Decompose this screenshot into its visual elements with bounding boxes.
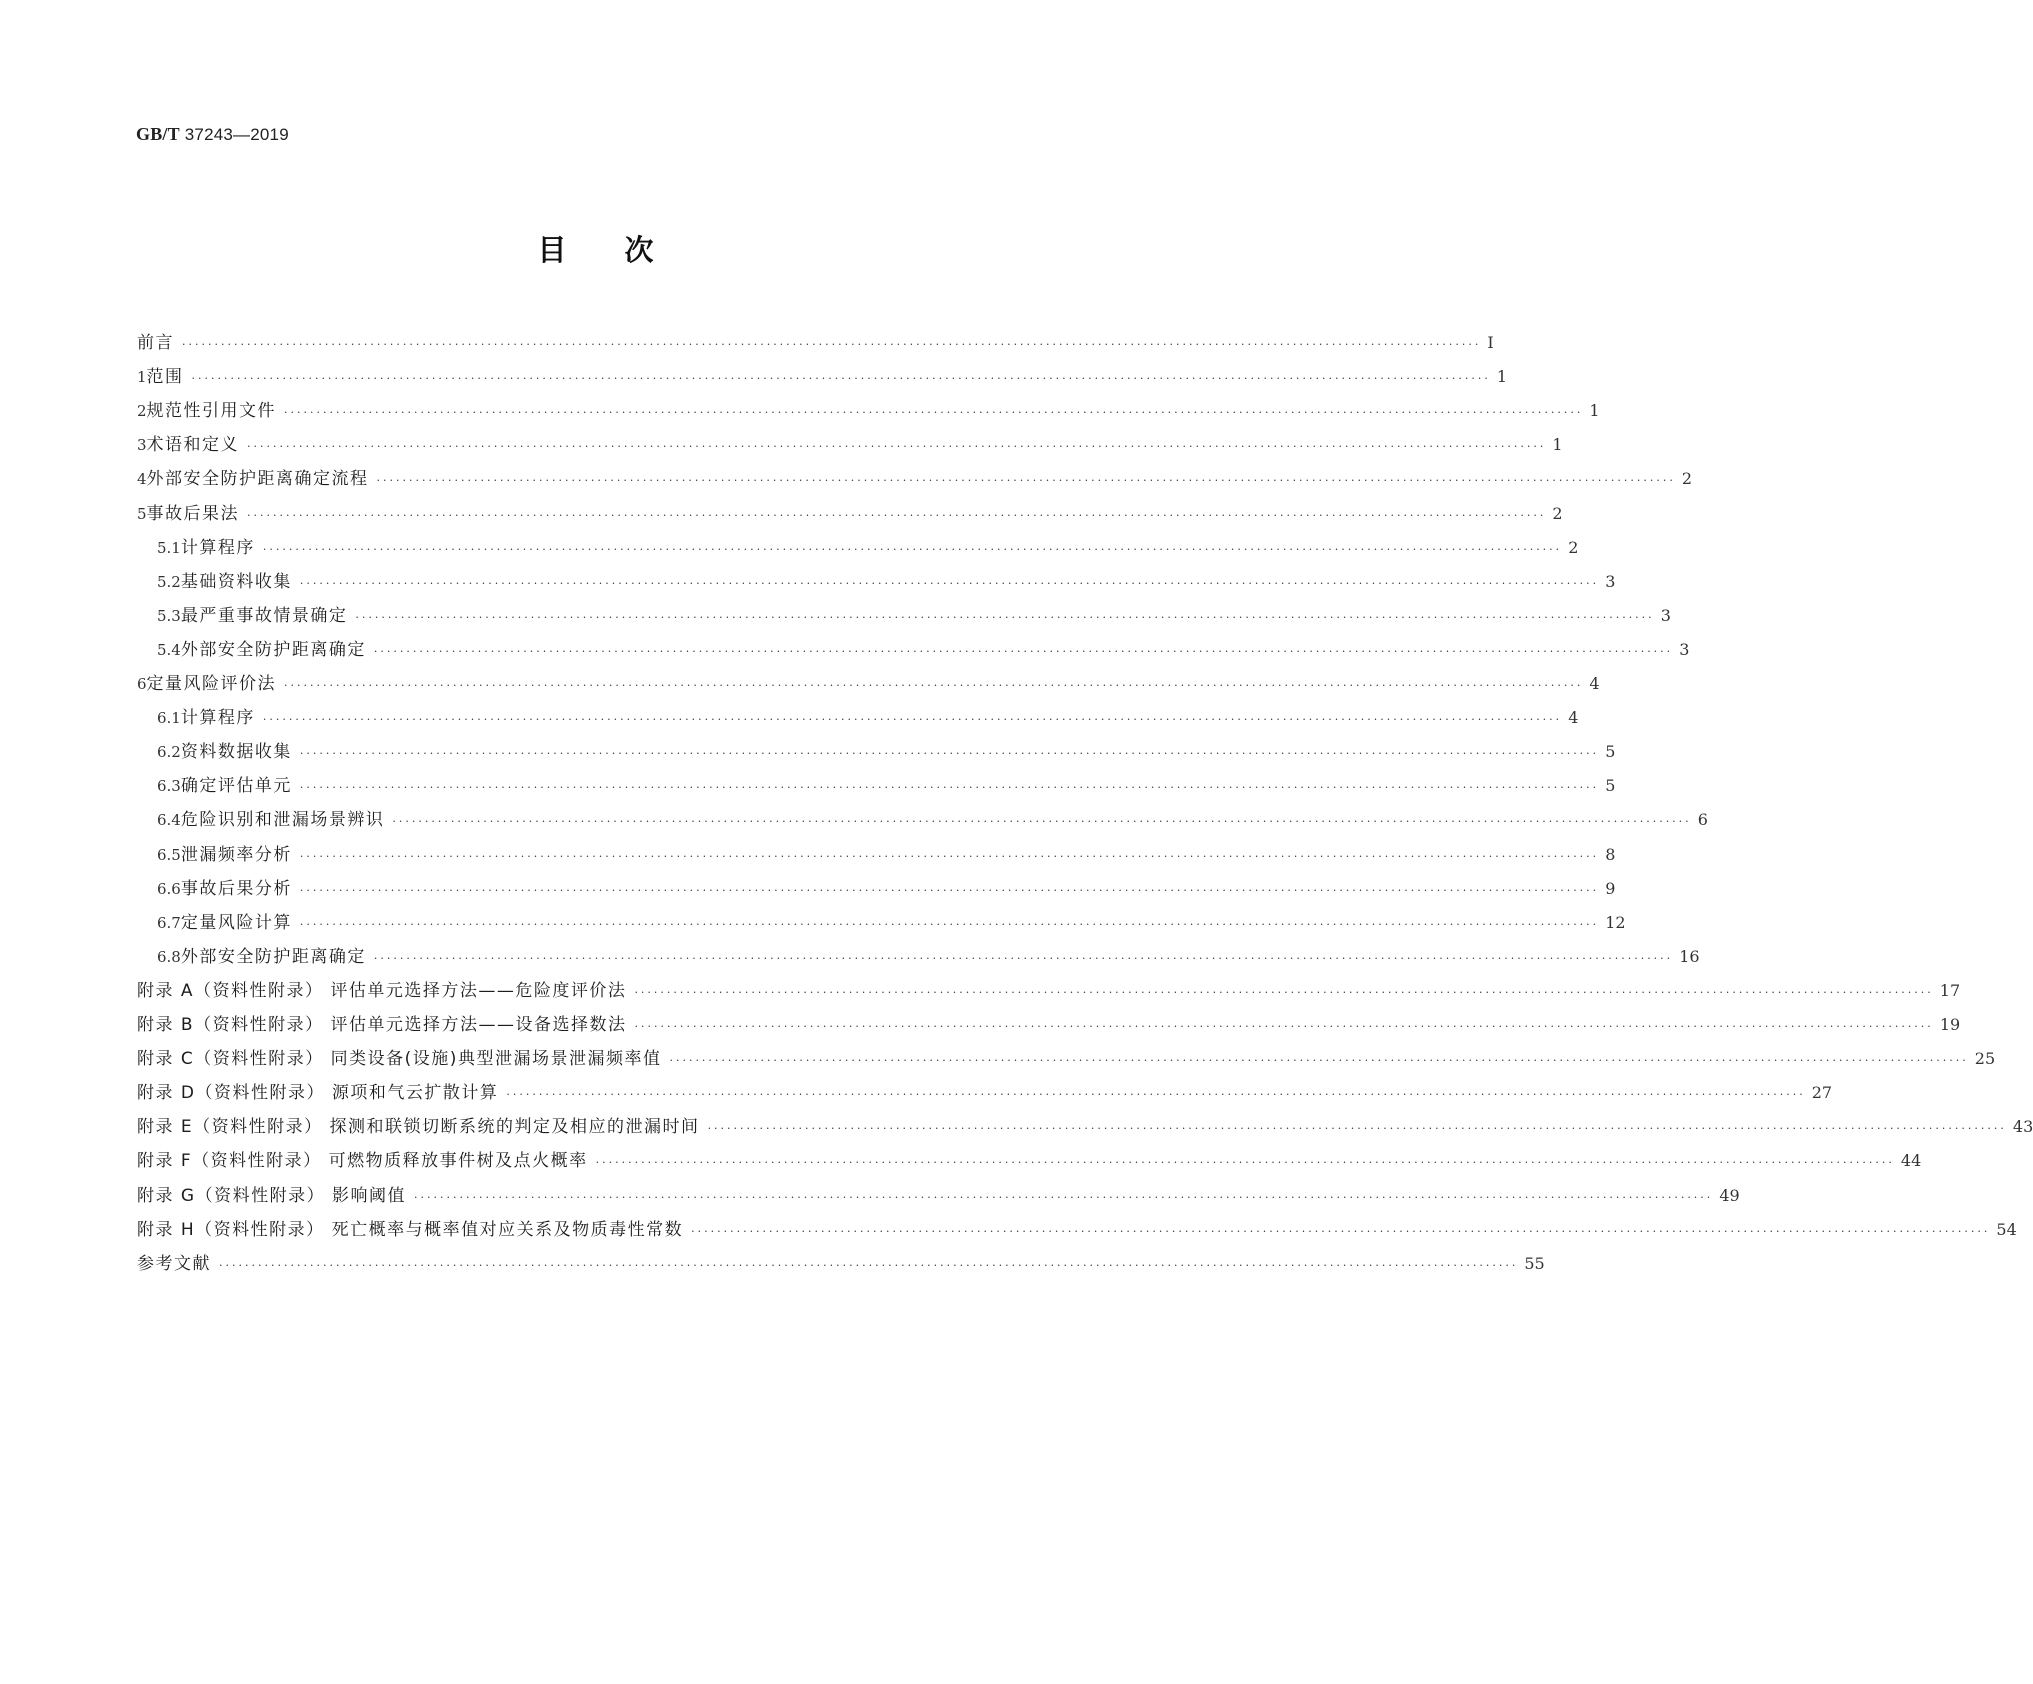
toc-entry-label: 泄漏频率分析: [180, 845, 292, 865]
toc-leader-dots: ········································································································································································································: [691, 1225, 1991, 1238]
toc-entry-number: 6.2: [157, 743, 181, 761]
toc-entry-label: 基础资料收集: [180, 572, 292, 592]
toc-entry[interactable]: [137, 1249, 1545, 1275]
toc-entry-label: 附录 A（资料性附录） 评估单元选择方法——危险度评价法: [137, 981, 627, 1001]
toc-page-number: 5: [1605, 742, 1616, 761]
toc-entry[interactable]: [137, 499, 1563, 525]
toc-entry-label: 规范性引用文件: [146, 401, 277, 421]
toc-entry-label: 危险识别和泄漏场景辨识: [180, 810, 385, 830]
toc-entry-number: 1: [137, 368, 147, 386]
toc-leader-dots: ········································································································································································································: [284, 679, 1584, 692]
title-char-2: 次: [624, 233, 654, 267]
toc-page-number: 4: [1589, 674, 1600, 693]
toc-entry-number: 3: [137, 436, 147, 454]
toc-leader-dots: ········································································································································································································: [262, 543, 1563, 556]
toc-entry-label: 附录 C（资料性附录） 同类设备(设施)典型泄漏场景泄漏频率值: [137, 1049, 662, 1069]
toc-entry-number: 6: [137, 675, 147, 693]
toc-page-number: 12: [1605, 913, 1626, 932]
toc-leader-dots: ········································································································································································································: [355, 611, 1655, 624]
toc-entry-label: 定量风险评价法: [146, 674, 277, 694]
toc-leader-dots: ········································································································································································································: [595, 1156, 1895, 1169]
toc-leader-dots: ········································································································································································································: [373, 952, 1674, 965]
toc-entry[interactable]: [137, 464, 1693, 490]
toc-leader-dots: ········································································································································································································: [299, 747, 1600, 760]
toc-entry-label: 最严重事故情景确定: [180, 606, 348, 626]
toc-leader-dots: ········································································································································································································: [299, 884, 1600, 897]
toc-entry-number: 2: [137, 402, 147, 420]
toc-entry[interactable]: [137, 362, 1508, 388]
toc-page-number: 6: [1697, 810, 1708, 829]
toc-page-number: 1: [1552, 435, 1563, 454]
toc-page-number: 5: [1605, 776, 1616, 795]
toc-entry[interactable]: [137, 1146, 1922, 1172]
toc-page-number: 9: [1605, 879, 1616, 898]
toc-entry-number: 4: [137, 470, 147, 488]
toc-entry[interactable]: [137, 976, 1961, 1002]
toc-page-number: 49: [1719, 1186, 1740, 1205]
toc-entry[interactable]: [157, 874, 1616, 900]
toc-entry-number: 6.3: [157, 777, 181, 795]
toc-entry[interactable]: [157, 635, 1690, 661]
toc-entry[interactable]: [137, 328, 1494, 354]
toc-page-number: 3: [1679, 640, 1690, 659]
toc-entry-label: 事故后果法: [146, 504, 240, 524]
toc-entry-label: 术语和定义: [146, 435, 240, 455]
toc-entry[interactable]: [157, 771, 1616, 797]
toc-leader-dots: ········································································································································································································: [299, 577, 1600, 590]
toc-entry[interactable]: [157, 908, 1626, 934]
toc-entry-label: 事故后果分析: [180, 879, 292, 899]
toc-entry-number: 5.2: [157, 573, 181, 591]
toc-page-number: 17: [1939, 981, 1961, 1000]
toc-entry-label: 外部安全防护距离确定流程: [146, 469, 369, 489]
toc-entry-label: 附录 B（资料性附录） 评估单元选择方法——设备选择数法: [137, 1015, 627, 1035]
toc-entry-number: 5.4: [157, 641, 181, 659]
toc-entry-number: 5: [137, 505, 147, 523]
toc-entry-label: 定量风险计算: [180, 913, 292, 933]
toc-leader-dots: ········································································································································································································: [262, 713, 1563, 726]
toc-entry[interactable]: [157, 601, 1671, 627]
toc-leader-dots: ········································································································································································································: [634, 1020, 1934, 1033]
toc-leader-dots: ········································································································································································································: [376, 474, 1676, 487]
toc-entry[interactable]: [157, 942, 1700, 968]
toc-entry[interactable]: [137, 1010, 1961, 1036]
toc-entry[interactable]: [137, 1112, 2033, 1138]
toc-page-number: 3: [1605, 572, 1616, 591]
toc-page-number: 1: [1496, 367, 1508, 386]
toc-entry[interactable]: [137, 396, 1600, 422]
toc-entry[interactable]: [157, 567, 1616, 593]
toc-page-number: 1: [1589, 401, 1600, 420]
toc-leader-dots: ········································································································································································································: [634, 986, 1934, 999]
toc-entry[interactable]: [137, 1078, 1833, 1104]
toc-leader-dots: ········································································································································································································: [669, 1054, 1969, 1067]
toc-entry-number: 5.1: [157, 539, 181, 557]
toc-entry[interactable]: [137, 1215, 2017, 1241]
standard-code: [136, 124, 289, 145]
toc-entry-number: 6.8: [157, 948, 181, 966]
toc-page-number: 44: [1900, 1151, 1922, 1170]
toc-entry[interactable]: [157, 737, 1616, 763]
toc-leader-dots: ········································································································································································································: [373, 645, 1674, 658]
toc-leader-dots: ········································································································································································································: [247, 440, 1547, 453]
toc-page-number: 8: [1605, 845, 1616, 864]
toc-page-number: 19: [1939, 1015, 1961, 1034]
toc-leader-dots: ········································································································································································································: [299, 850, 1600, 863]
toc-leader-dots: ········································································································································································································: [392, 815, 1692, 828]
toc-leader-dots: ········································································································································································································: [191, 372, 1491, 385]
toc-entry[interactable]: [157, 533, 1579, 559]
toc-entry-label: 资料数据收集: [180, 742, 292, 762]
toc-leader-dots: ········································································································································································································: [247, 509, 1547, 522]
toc-entry-label: 参考文献: [137, 1254, 211, 1274]
toc-entry[interactable]: [157, 840, 1616, 866]
standard-prefix: GB/T: [136, 124, 180, 144]
toc-leader-dots: ········································································································································································································: [219, 1259, 1519, 1272]
toc-entry-label: 附录 G（资料性附录） 影响阈值: [137, 1186, 406, 1206]
toc-entry[interactable]: [137, 1044, 1996, 1070]
toc-entry-number: 6.6: [157, 880, 181, 898]
standard-number: 37243—2019: [184, 125, 289, 144]
toc-entry-label: 附录 E（资料性附录） 探测和联锁切断系统的判定及相应的泄漏时间: [137, 1117, 700, 1137]
toc-page-number: 3: [1660, 606, 1671, 625]
toc-entry-label: 前言: [137, 333, 174, 353]
toc-entry[interactable]: [157, 805, 1708, 831]
toc-page-number: 55: [1524, 1254, 1545, 1273]
toc-page-number: 2: [1681, 469, 1693, 488]
toc-entry-number: 6.5: [157, 846, 181, 864]
toc-leader-dots: ········································································································································································································: [506, 1088, 1806, 1101]
toc-page-number: 2: [1552, 504, 1563, 523]
toc-entry-number: 6.7: [157, 914, 181, 932]
toc-entry-label: 外部安全防护距离确定: [180, 640, 366, 660]
toc-entry-label: 计算程序: [180, 538, 255, 558]
toc-entry-number: 5.3: [157, 607, 181, 625]
toc-page-number: Ⅰ: [1487, 333, 1494, 352]
toc-leader-dots: ········································································································································································································: [299, 781, 1600, 794]
title-char-1: 目: [537, 233, 567, 267]
toc-page-number: 54: [1996, 1220, 2017, 1239]
toc-entry[interactable]: [137, 430, 1563, 456]
toc-entry[interactable]: [137, 669, 1600, 695]
toc-page-number: 16: [1679, 947, 1700, 966]
toc-entry[interactable]: [137, 1181, 1740, 1207]
toc-entry-label: 附录 F（资料性附录） 可燃物质释放事件树及点火概率: [137, 1151, 588, 1171]
toc-entry-label: 范围: [146, 367, 184, 387]
toc-page-number: 25: [1974, 1049, 1996, 1068]
toc-entry[interactable]: [157, 703, 1579, 729]
toc-entry-label: 计算程序: [180, 708, 255, 728]
toc-entry-number: 6.4: [157, 811, 181, 829]
toc-leader-dots: ········································································································································································································: [413, 1191, 1714, 1204]
toc-page-number: 2: [1568, 538, 1579, 557]
toc-entry-number: 6.1: [157, 709, 181, 727]
page-title: [0, 228, 1191, 269]
toc-entry-label: 附录 H（资料性附录） 死亡概率与概率值对应关系及物质毒性常数: [137, 1220, 684, 1240]
toc-page-number: 4: [1568, 708, 1579, 727]
toc-entry-label: 外部安全防护距离确定: [180, 947, 366, 967]
toc-page-number: 27: [1811, 1083, 1833, 1102]
toc-leader-dots: ········································································································································································································: [182, 338, 1482, 351]
toc-entry-label: 附录 D（资料性附录） 源项和气云扩散计算: [137, 1083, 499, 1103]
toc-leader-dots: ········································································································································································································: [707, 1122, 2007, 1135]
toc-leader-dots: ········································································································································································································: [299, 918, 1600, 931]
toc-page-number: 43: [2012, 1117, 2033, 1136]
toc-entry-label: 确定评估单元: [180, 776, 292, 796]
toc-leader-dots: ········································································································································································································: [284, 406, 1584, 419]
